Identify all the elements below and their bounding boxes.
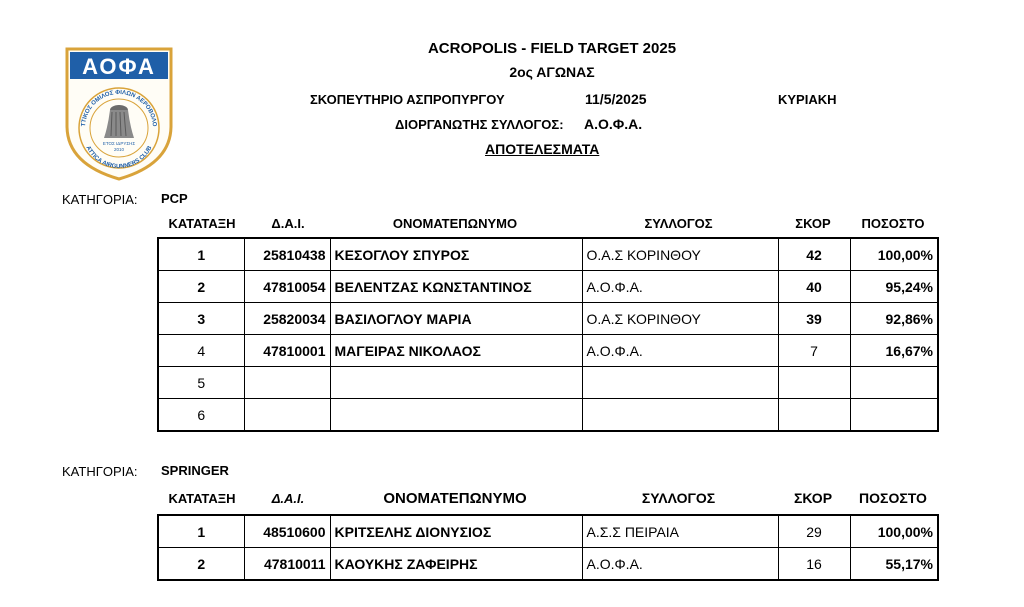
id-cell: 25820034 — [244, 303, 330, 335]
name-cell — [330, 399, 582, 432]
column-header-club: ΣΥΛΛΟΓΟΣ — [641, 490, 716, 506]
club-cell — [582, 399, 778, 432]
table-row — [158, 238, 938, 271]
score-cell: 16 — [778, 548, 850, 581]
name-cell: ΜΑΓΕΙΡΑΣ ΝΙΚΟΛΑΟΣ — [330, 335, 582, 367]
id-cell — [244, 399, 330, 432]
score-cell: 7 — [778, 335, 850, 367]
column-header-id: Δ.Α.Ι. — [271, 216, 305, 231]
rank-cell: 3 — [158, 303, 244, 335]
table-row — [158, 303, 938, 335]
table-row — [158, 367, 938, 399]
table-row — [158, 548, 938, 581]
id-cell: 25810438 — [244, 238, 330, 271]
column-header-name: ΟΝΟΜΑΤΕΠΩΝΥΜΟ — [383, 490, 527, 507]
logo-founded-year: 2010 — [113, 147, 125, 152]
name-cell: ΒΕΛΕΝΤΖΑΣ ΚΩΝΣΤΑΝΤΙΝΟΣ — [330, 271, 582, 303]
club-cell: Α.Σ.Σ ΠΕΙΡΑΙΑ — [582, 515, 778, 548]
results-heading: ΑΠΟΤΕΛΕΣΜΑΤΑ — [485, 141, 600, 157]
column-header-score: ΣΚΟΡ — [793, 490, 833, 506]
pct-cell: 100,00% — [850, 515, 938, 548]
pct-cell — [850, 399, 938, 432]
id-cell — [244, 367, 330, 399]
column-header-rank: ΚΑΤΑΤΑΞΗ — [168, 491, 236, 506]
id-cell: 47810011 — [244, 548, 330, 581]
category-label: ΚΑΤΗΓΟΡΙΑ: — [62, 192, 138, 207]
table-row — [158, 515, 938, 548]
category-label: ΚΑΤΗΓΟΡΙΑ: — [62, 464, 138, 479]
name-cell: ΚΡΙΤΣΕΛΗΣ ΔΙΟΝΥΣΙΟΣ — [330, 515, 582, 548]
club-cell: Ο.Α.Σ ΚΟΡΙΝΘΟΥ — [582, 238, 778, 271]
column-header-pct: ΠΟΣΟΣΤΟ — [859, 490, 927, 506]
score-cell: 42 — [778, 238, 850, 271]
rank-cell: 2 — [158, 271, 244, 303]
rank-cell: 4 — [158, 335, 244, 367]
club-cell — [582, 367, 778, 399]
category-name: PCP — [161, 191, 188, 206]
name-cell: ΚΕΣΟΓΛΟΥ ΣΠΥΡΟΣ — [330, 238, 582, 271]
column-header-score: ΣΚΟΡ — [795, 216, 831, 231]
venue: ΣΚΟΠΕΥΤΗΡΙΟ ΑΣΠΡΟΠΥΡΓΟΥ — [310, 92, 505, 107]
name-cell: ΚΑΟΥΚΗΣ ΖΑΦΕΙΡΗΣ — [330, 548, 582, 581]
score-cell: 39 — [778, 303, 850, 335]
results-table-pcp — [157, 237, 939, 432]
score-cell — [778, 367, 850, 399]
club-cell: Α.Ο.Φ.Α. — [582, 335, 778, 367]
score-cell — [778, 399, 850, 432]
organizer-label: ΔΙΟΡΓΑΝΩΤΗΣ ΣΥΛΛΟΓΟΣ: — [395, 117, 564, 132]
club-cell: Ο.Α.Σ ΚΟΡΙΝΘΟΥ — [582, 303, 778, 335]
score-cell: 29 — [778, 515, 850, 548]
logo-text: ΑΟΦΑ — [82, 54, 156, 79]
column-header-id: Δ.Α.Ι. — [271, 491, 305, 506]
name-cell: ΒΑΣΙΛΟΓΛΟΥ ΜΑΡΙΑ — [330, 303, 582, 335]
rank-cell: 6 — [158, 399, 244, 432]
rank-cell: 1 — [158, 515, 244, 548]
club-cell: Α.Ο.Φ.Α. — [582, 548, 778, 581]
logo-ring-top: ΤΤΙΚΟΣ ΟΜΙΛΟΣ ΦΙΛΩΝ ΑΕΡΟΒΟΛΟ — [80, 89, 158, 127]
pct-cell: 92,86% — [850, 303, 938, 335]
club-cell: Α.Ο.Φ.Α. — [582, 271, 778, 303]
page-subtitle: 2ος ΑΓΩΝΑΣ — [509, 64, 595, 80]
results-table-springer — [157, 514, 939, 581]
event-date: 11/5/2025 — [585, 91, 647, 107]
logo-founded-label: ΕΤΟΣ ΙΔΡΥΣΗΣ — [102, 141, 136, 146]
column-header-pct: ΠΟΣΟΣΤΟ — [861, 216, 925, 231]
id-cell: 47810001 — [244, 335, 330, 367]
column-header-club: ΣΥΛΛΟΓΟΣ — [644, 216, 713, 231]
table-row — [158, 399, 938, 432]
event-day: ΚΥΡΙΑΚΗ — [778, 92, 837, 107]
column-header-name: ΟΝΟΜΑΤΕΠΩΝΥΜΟ — [392, 216, 518, 231]
rank-cell: 5 — [158, 367, 244, 399]
category-name: SPRINGER — [161, 463, 229, 478]
name-cell — [330, 367, 582, 399]
rank-cell: 1 — [158, 238, 244, 271]
organizer: Α.Ο.Φ.Α. — [584, 116, 643, 132]
rank-cell: 2 — [158, 548, 244, 581]
table-row — [158, 271, 938, 303]
pct-cell: 95,24% — [850, 271, 938, 303]
logo-ring-bottom: ATTICA AIRGUNNERS CLUB — [84, 145, 154, 171]
score-cell: 40 — [778, 271, 850, 303]
pct-cell — [850, 367, 938, 399]
id-cell: 48510600 — [244, 515, 330, 548]
column-header-rank: ΚΑΤΑΤΑΞΗ — [168, 216, 236, 231]
pct-cell: 100,00% — [850, 238, 938, 271]
page-title: ACROPOLIS - FIELD TARGET 2025 — [427, 40, 677, 57]
table-row — [158, 335, 938, 367]
pct-cell: 55,17% — [850, 548, 938, 581]
id-cell: 47810054 — [244, 271, 330, 303]
pct-cell: 16,67% — [850, 335, 938, 367]
